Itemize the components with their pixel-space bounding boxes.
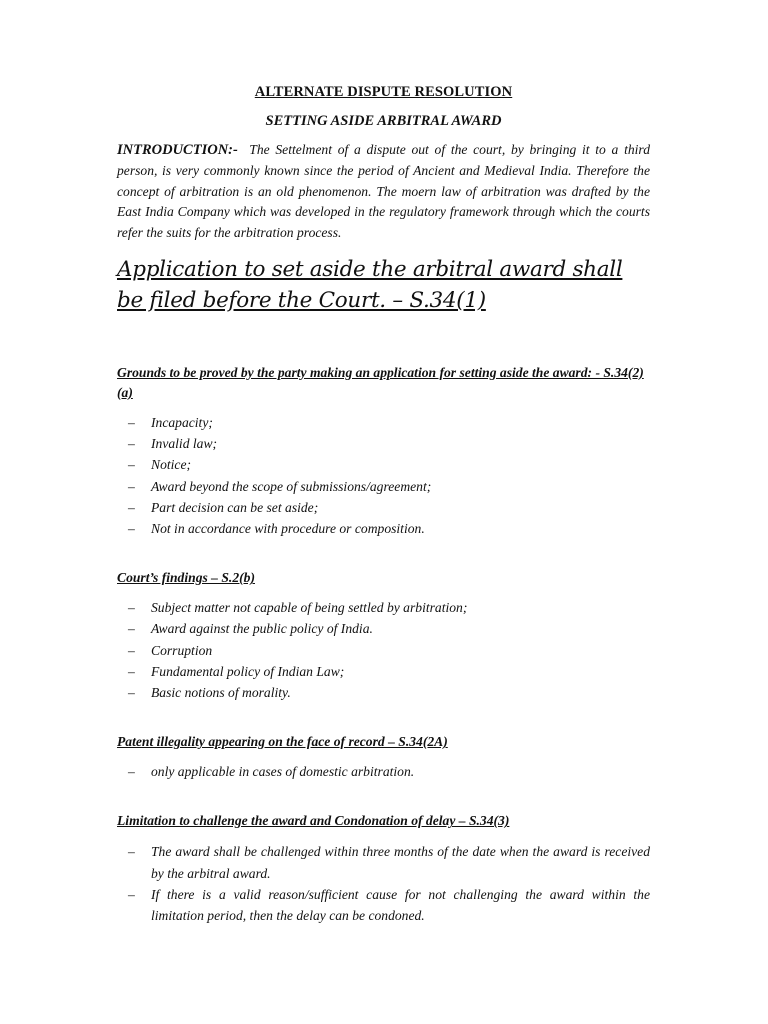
list-dash: – (128, 642, 135, 658)
list-dash: – (128, 886, 135, 902)
list-item (117, 433, 650, 454)
list-item-text: The award shall be challenged within three months of the date when the award is received by the arbitral award. (151, 844, 650, 881)
list-item (117, 682, 650, 703)
list-dash: – (128, 621, 135, 637)
list-item-text: Award beyond the scope of submissions/agreement; (151, 478, 432, 494)
list-dash: – (128, 457, 135, 473)
document-subtitle: SETTING ASIDE ARBITRAL AWARD (265, 113, 502, 129)
list-item (117, 661, 650, 682)
list-item-text: If there is a valid reason/sufficient cause for not challenging the award within the limitation period, then the delay can be condoned. (151, 886, 650, 924)
list-item-text: Part decision can be set aside; (151, 499, 319, 515)
list-item (117, 640, 650, 661)
list-item (117, 518, 650, 539)
limitation-list (117, 841, 650, 926)
list-dash: – (128, 844, 135, 860)
list-item (117, 761, 650, 782)
main-heading: Application to set aside the arbitral award shall be filed before the Court. – S.34(1) (117, 256, 623, 313)
list-dash: – (128, 764, 135, 780)
courts-findings-list (117, 597, 650, 703)
list-dash: – (128, 499, 135, 515)
list-item-text: Incapacity; (151, 414, 213, 430)
introduction-text: The Settelment of a dispute out of the court, by bringing it to a third person, is very commonly known since the period of Ancient and Medieval India. Therefore the concept of arbitration is an old phenomenon. The moern law of arbitration was drafted by the East India Company which was developed in the regulatory framework through which the courts refer the suits for the arbitration process. (117, 142, 650, 241)
list-item-text: Award against the public policy of India. (151, 621, 373, 637)
section-heading-courts-findings: Court’s findings – S.2(b) (117, 570, 255, 586)
list-dash: – (128, 436, 135, 452)
list-item-text: only applicable in cases of domestic arbitration. (151, 764, 415, 780)
list-item-text: Not in accordance with procedure or composition. (151, 521, 425, 536)
introduction-label: INTRODUCTION:- (117, 142, 238, 158)
list-dash: – (128, 685, 135, 701)
list-item (117, 476, 650, 497)
list-item (117, 884, 650, 926)
list-dash: – (128, 521, 135, 536)
list-item-text: Fundamental policy of Indian Law; (151, 663, 345, 679)
grounds-list (117, 412, 650, 539)
list-item-text: Corruption (151, 642, 213, 658)
list-dash: – (128, 663, 135, 679)
list-item (117, 597, 650, 618)
list-item-text: Invalid law; (151, 436, 218, 452)
introduction-paragraph (117, 140, 650, 244)
list-item (117, 454, 650, 475)
document-page (117, 84, 650, 926)
list-item-text: Basic notions of morality. (151, 685, 291, 701)
list-dash: – (128, 600, 135, 616)
list-item-text: Subject matter not capable of being settled by arbitration; (151, 600, 468, 616)
list-item-text: Notice; (151, 457, 192, 473)
list-dash: – (128, 478, 135, 494)
list-item (117, 618, 650, 639)
list-dash: – (128, 414, 135, 430)
section-heading-grounds: Grounds to be proved by the party making an application for setting aside the award: - S.34(2)(a) (117, 364, 644, 400)
section-heading-patent-illegality: Patent illegality appearing on the face of record – S.34(2A) (117, 734, 448, 750)
document-title: ALTERNATE DISPUTE RESOLUTION (254, 84, 513, 100)
list-item (117, 841, 650, 883)
patent-illegality-list (117, 761, 650, 782)
section-heading-limitation: Limitation to challenge the award and Condonation of delay – S.34(3) (117, 813, 510, 829)
list-item (117, 412, 650, 433)
list-item (117, 497, 650, 518)
